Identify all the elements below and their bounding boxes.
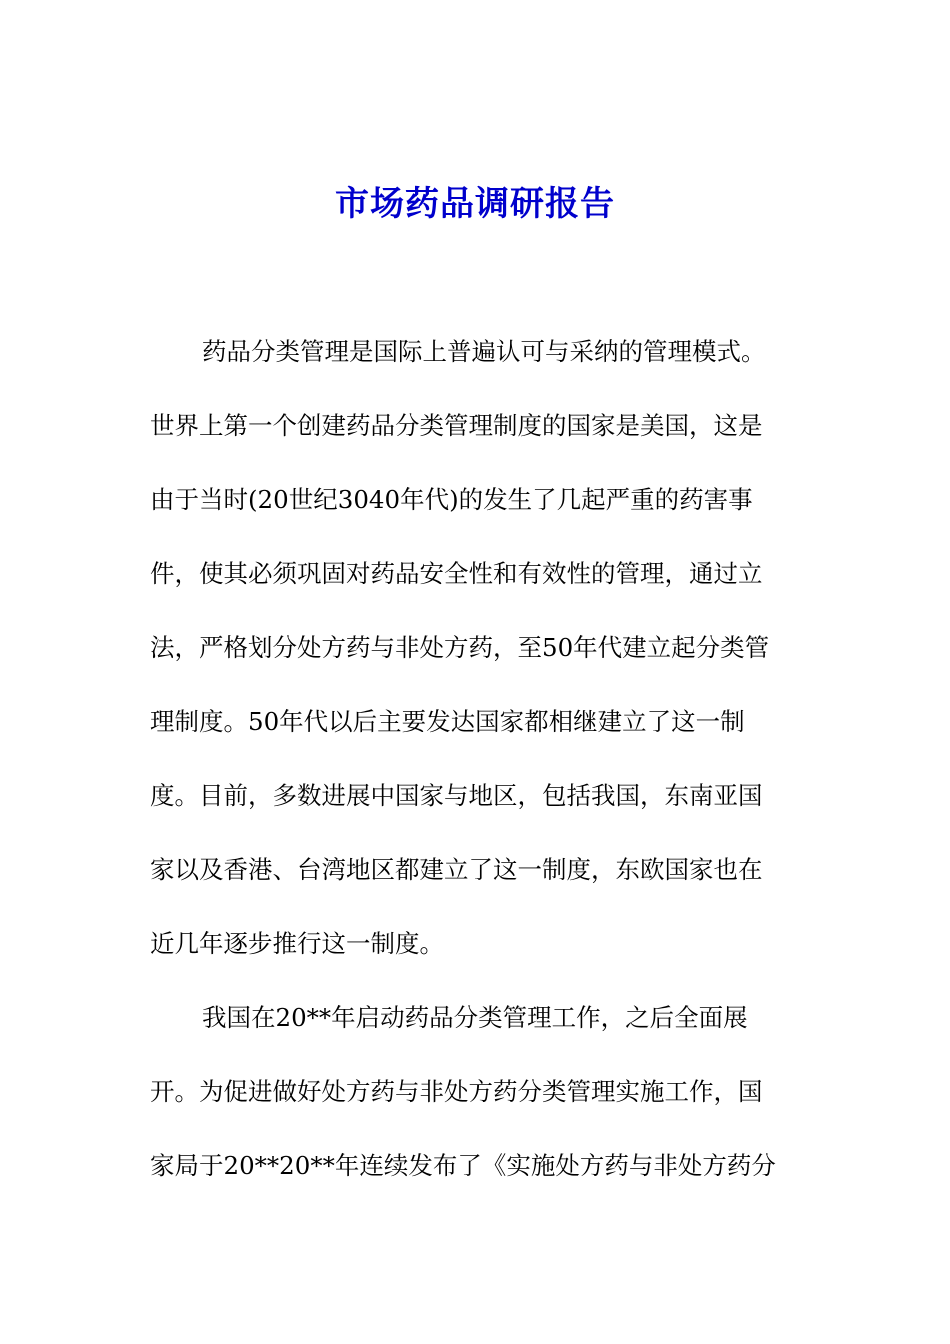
- body-line: 由于当时(20世纪3040年代)的发生了几起严重的药害事: [150, 485, 753, 514]
- body-line: 法，严格划分处方药与非处方药，至50年代建立起分类管: [150, 633, 770, 662]
- body-line: 家以及香港、台湾地区都建立了这一制度，东欧国家也在: [150, 855, 763, 884]
- body-line: 度。目前，多数进展中国家与地区，包括我国，东南亚国: [150, 781, 763, 810]
- body-line: 理制度。50年代以后主要发达国家都相继建立了这一制: [150, 707, 745, 736]
- body-line: 我国在20**年启动药品分类管理工作，之后全面展: [202, 1003, 748, 1032]
- body-line: 开。为促进做好处方药与非处方药分类管理实施工作，国: [150, 1077, 763, 1106]
- body-line: 药品分类管理是国际上普遍认可与采纳的管理模式。: [202, 337, 766, 366]
- body-line: 件，使其必须巩固对药品安全性和有效性的管理，通过立: [150, 559, 763, 588]
- body-line: 家局于20**20**年连续发布了《实施处方药与非处方药分: [150, 1151, 776, 1180]
- document-body: [150, 322, 810, 1210]
- body-line: 近几年逐步推行这一制度。: [150, 929, 444, 958]
- body-line: 世界上第一个创建药品分类管理制度的国家是美国，这是: [150, 411, 763, 440]
- document-title: 市场药品调研报告: [335, 184, 615, 224]
